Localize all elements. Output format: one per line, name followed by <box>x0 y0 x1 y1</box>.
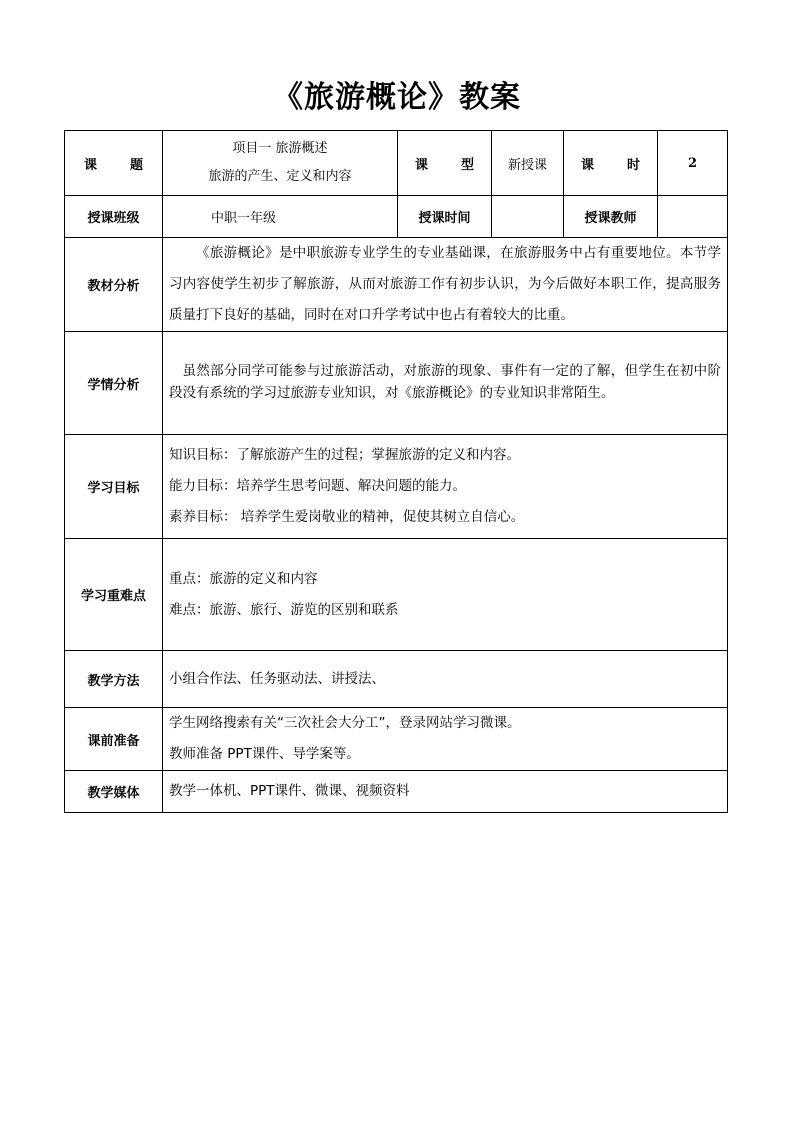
class-value: 中职一年级 <box>163 196 398 238</box>
topic-row <box>65 131 728 196</box>
class-label: 授课班级 <box>65 196 163 238</box>
key-points-label: 学习重难点 <box>65 539 163 651</box>
class-row <box>65 196 728 238</box>
hours-value: 2 <box>658 131 728 196</box>
type-value: 新授课 <box>492 131 564 196</box>
type-label: 课 型 <box>398 131 492 196</box>
media-text: 教学一体机、PPT课件、微课、视频资料 <box>163 771 728 813</box>
preparation-row <box>65 708 728 771</box>
preparation-teacher: 教师准备 PPT课件、导学案等。 <box>169 746 360 762</box>
learners-label: 学情分析 <box>65 332 163 435</box>
goals-cell <box>163 435 728 539</box>
time-label: 授课时间 <box>398 196 492 238</box>
teacher-value <box>658 196 728 238</box>
topic-label: 课 题 <box>65 131 163 196</box>
key-points-cell <box>163 539 728 651</box>
hours-label: 课 时 <box>564 131 658 196</box>
goals-row <box>65 435 728 539</box>
document-title: 《旅游概论》教案 <box>273 80 521 115</box>
teacher-label: 授课教师 <box>564 196 658 238</box>
media-row <box>65 771 728 813</box>
material-text: 《旅游概论》是中职旅游专业学生的专业基础课，在旅游服务中占有重要地位。本节学习内容使学生初步了解旅游，从而对旅游工作有初步认识，为今后做好本职工作，提高服务质量打下良好的基础，同时在对口升学考试中也占有着较大的比重。 <box>163 238 728 332</box>
time-value <box>492 196 564 238</box>
topic-line-2: 旅游的产生、定义和内容 <box>208 169 352 184</box>
goal-ability: 能力目标：培养学生思考问题、解决问题的能力。 <box>169 478 466 494</box>
lesson-plan-table <box>64 130 728 813</box>
key-point: 重点：旅游的定义和内容 <box>169 570 318 587</box>
material-row <box>65 238 728 332</box>
goals-label: 学习目标 <box>65 435 163 539</box>
methods-label: 教学方法 <box>65 651 163 708</box>
topic-cell <box>163 131 398 196</box>
goal-knowledge: 知识目标：了解旅游产生的过程；掌握旅游的定义和内容。 <box>169 447 520 463</box>
methods-text: 小组合作法、任务驱动法、讲授法、 <box>163 651 728 708</box>
media-label: 教学媒体 <box>65 771 163 813</box>
methods-row <box>65 651 728 708</box>
learners-text: 虽然部分同学可能参与过旅游活动，对旅游的现象、事件有一定的了解，但学生在初中阶段没有系统的学习过旅游专业知识，对《旅游概论》的专业知识非常陌生。 <box>163 332 728 435</box>
goal-quality: 素养目标： 培养学生爱岗敬业的精神，促使其树立自信心。 <box>169 509 525 525</box>
preparation-student: 学生网络搜索有关“三次社会大分工”，登录网站学习微课。 <box>169 715 521 731</box>
preparation-label: 课前准备 <box>65 708 163 771</box>
key-points-row <box>65 539 728 651</box>
difficult-point: 难点：旅游、旅行、游览的区别和联系 <box>169 601 399 618</box>
topic-line-1: 项目一 旅游概述 <box>232 141 328 156</box>
preparation-cell <box>163 708 728 771</box>
learners-row <box>65 332 728 435</box>
material-label: 教材分析 <box>65 238 163 332</box>
